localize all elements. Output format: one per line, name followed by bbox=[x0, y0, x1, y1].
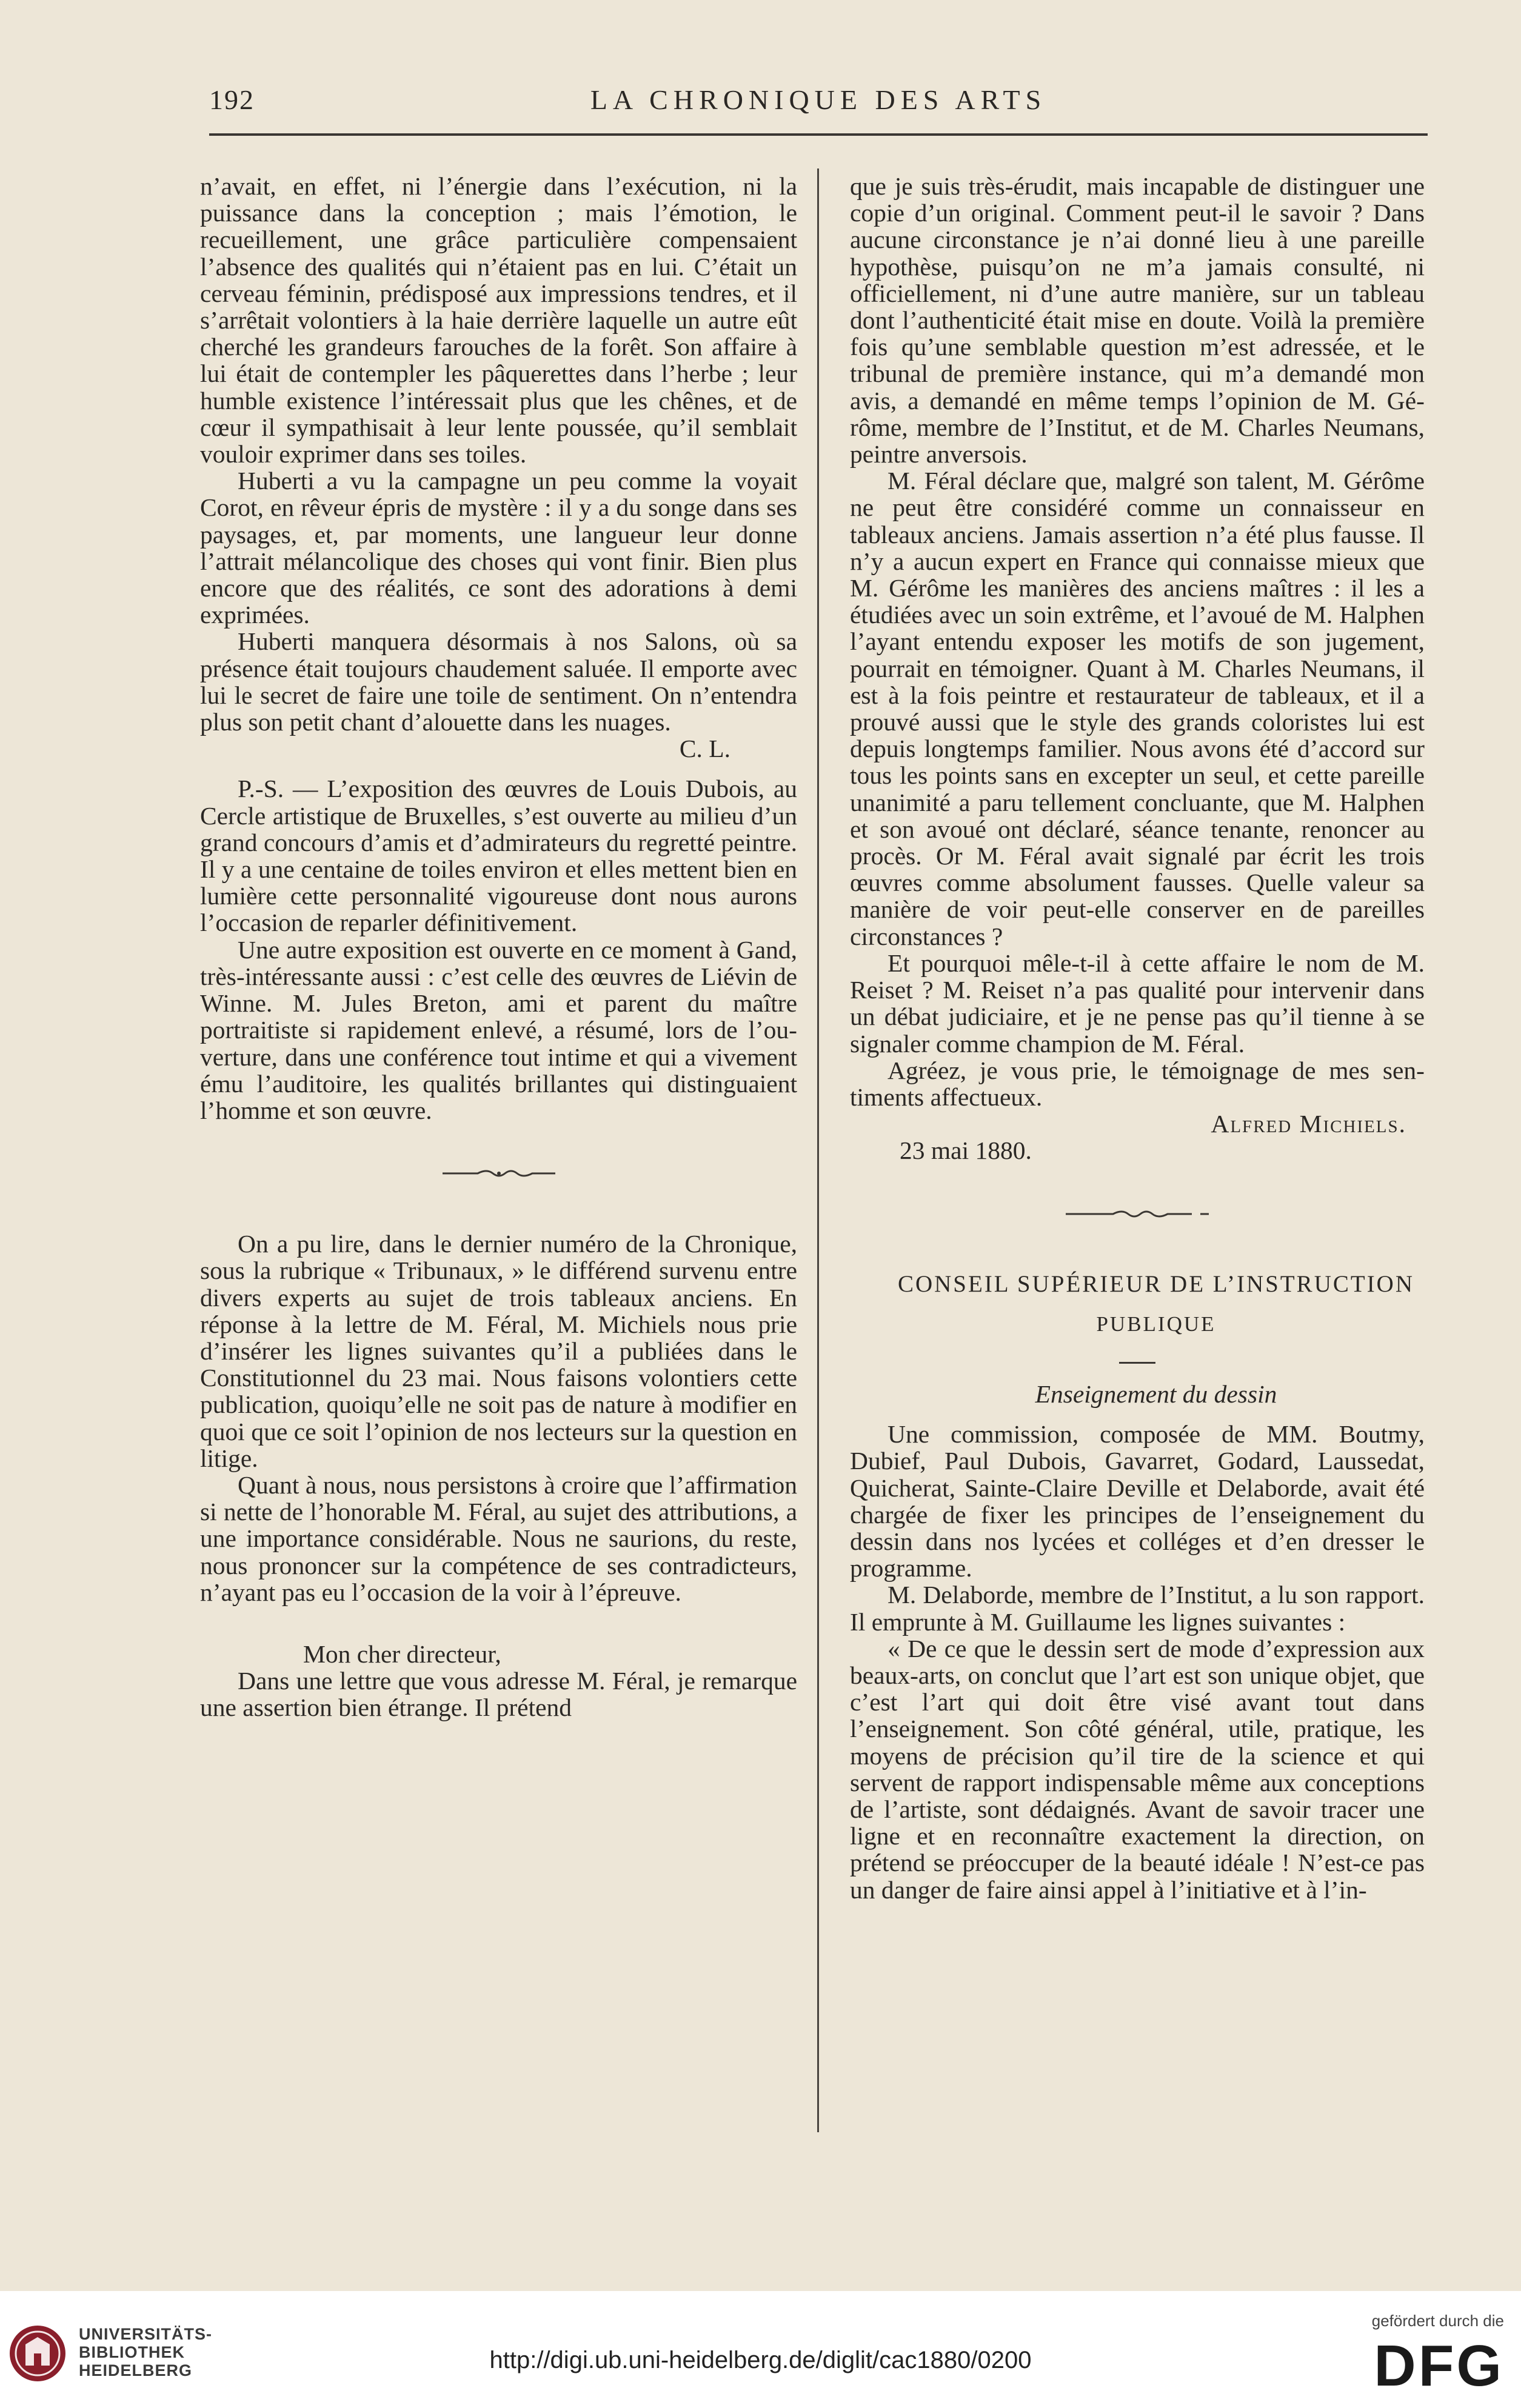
paragraph: P.-S. — L’exposition des œuvres de Louis Dubois, au Cercle artistique de Bruxelles, s’est ouverte au milieu d’un grand concours d’amis et d’admirateurs du regretté peintre. Il y a une centaine de toiles environ et elles mettent bien en lumière cette personnalité vigoureuse dont nous aurons l’occasion de reparler définitivement. bbox=[200, 775, 797, 937]
date-line: 23 mai 1880. bbox=[900, 1136, 1032, 1165]
paragraph: n’avait, en effet, ni l’énergie dans l’exécution, ni la puissance dans la conception ; mais l’émotion, le recueillement, une grâce particulière compensaient l’absence des qualités qui n’étaient pas en lui. C’était un cerveau féminin, prédisposé aux impressions tendres, et il s’arrêtait volontiers à la haie derrière laquelle un autre eût cherché les grandeurs farouches de la forêt. Son affaire à lui était de contempler les pâquerettes dans l’herbe ; leur humble existence l’intéressait plus que les chênes, et de cœur il sympathisait à leur lente poussée, qu’il semblait vouloir exprimer dans ses toiles. bbox=[200, 172, 797, 469]
funded-by-label: gefördert durch die bbox=[1371, 2312, 1504, 2330]
paragraph: M. Féral déclare que, malgré son talent, M. Gérôme ne peut être considéré comme un connaisseur en tableaux anciens. Jamais assertion n’a été plus fausse. Il n’y a aucun expert en France qui connaisse mieux que M. Gérôme les manières des anciens maîtres : il les a étudiées avec un soin extrême, et l’avoué de M. Halphen l’ayant entendu exposer les motifs de son jugement, pourrait en témoigner. Quant à M. Charles Neumans, il est à la fois peintre et restaurateur de tableaux, et il a prouvé aussi que le style des grands coloristes lui est depuis longtemps familier. Nous avons été d’accord sur tous les points sans en excepter un seul, et cette pareille unanimité a paru tellement concluante, que M. Halphen et son avoué ont déclaré, séance tenante, renoncer au procès. Or M. Féral avait signalé par écrit les trois œuvres comme absolument fausses. Quelle valeur sa manière de voir peut-elle conserver en de pareilles circonstances ? bbox=[850, 467, 1425, 950]
page-header bbox=[209, 84, 1428, 120]
paragraph: Huberti manquera désormais à nos Salons, où sa présence était toujours chaudement saluée. Il emporte avec lui le secret de faire une toile de sentiment. On n’entendra plus son petit chant d’alouette dans les nuages. bbox=[200, 627, 797, 736]
paragraph: On a pu lire, dans le dernier numéro de la Chronique, sous la rubrique « Tribunaux, » le différend survenu entre divers experts au sujet de trois tableaux anciens. En réponse à la lettre de M. Féral, M. Michiels nous prie d’insérer les lignes suivantes qu’il a publiées dans le Constitutionnel du 23 mai. Nous faisons volontiers cette publication, quoiqu’elle ne soit pas de nature à modifier en quoi que ce soit l’opinion de nos lecteurs sur la question en litige. bbox=[200, 1230, 797, 1472]
header-rule bbox=[209, 133, 1428, 136]
section-subtitle: PUBLIQUE bbox=[1096, 1312, 1216, 1336]
left-column bbox=[200, 173, 797, 1721]
ornament-divider bbox=[200, 1159, 797, 1195]
paragraph: Agréez, je vous prie, le témoignage de mes sentiments affectueux. bbox=[850, 1056, 1425, 1111]
column-divider bbox=[817, 168, 819, 2132]
paragraph: que je suis très-érudit, mais incapable de distinguer une copie d’un original. Comment peut-il le savoir ? Dans aucune circonstance je n’ai donné lieu à une pareille hypothèse, puisqu’on ne m’a jamais consulté, ni officiellement, ni d’une autre manière, sur un tableau dont l’authenticité était mise en doute. Voilà la première fois qu’une semblable question m’est adressée, et le tribunal de première instance, qui m’a demandé mon avis, a demandé en même temps l’opinion de M. Gérôme, membre de l’Institut, et de M. Charles Neumans, peintre anversois. bbox=[850, 172, 1425, 469]
signature: Alfred Michiels. bbox=[1211, 1110, 1406, 1138]
paragraph: Une autre exposition est ouverte en ce moment à Gand, très-intéressante aussi : c’est celle des œuvres de Liévin de Winne. M. Jules Breton, ami et parent du maître portraitiste si rapidement enlevé, a résumé, lors de l’ouverture, dans une conférence tout intime et qui a vivement ému l’auditoire, les qualités brillantes qui distinguaient l’homme et son œuvre. bbox=[200, 935, 797, 1124]
paragraph: Une commission, composée de MM. Boutmy, Dubief, Paul Dubois, Gavarret, Godard, Laussedat, Quicherat, Sainte-Claire Deville et Delaborde, avait été chargée de fixer les principes de l’enseignement du dessin dans nos lycées et colléges et d’en dresser le programme. bbox=[850, 1420, 1425, 1583]
footer-bar bbox=[0, 2291, 1521, 2408]
ornament-divider bbox=[850, 1199, 1425, 1236]
paragraph: « De ce que le dessin sert de mode d’expression aux beaux-arts, on conclut que l’art est son unique objet, que c’est l’art qui doit être visé avant tout dans l’enseignement. Son côté général, utile, pratique, les moyens de précision qu’il tire de la science et qui servent de rapport indispensable même aux conceptions de l’artiste, sont dédaignés. Avant de savoir tracer une ligne et en reconnaître exactement la direction, on prétend se préoccuper de la beauté idéale ! N’est-ce pas un danger de faire ainsi appel à l’initiative et à l’in- bbox=[850, 1634, 1425, 1904]
paragraph: Quant à nous, nous persistons à croire que l’affirmation si nette de l’honorable M. Féral, au sujet des attributions, a une importance considérable. Nous ne saurions, du reste, nous prononcer sur la compétence de ses contradicteurs, n’ayant pas eu l’occasion de la voir à l’épreuve. bbox=[200, 1470, 797, 1606]
section-rule bbox=[1119, 1362, 1155, 1364]
salutation: Mon cher directeur, bbox=[303, 1639, 501, 1668]
running-head: LA CHRONIQUE DES ARTS bbox=[590, 84, 1047, 115]
paragraph: M. Delaborde, membre de l’Institut, a lu son rapport. Il emprunte à M. Guillaume les lignes suivantes : bbox=[850, 1581, 1425, 1636]
dfg-logo: DFG bbox=[1374, 2333, 1504, 2398]
right-column bbox=[850, 173, 1425, 1903]
paragraph: Dans une lettre que vous adresse M. Féral, je remarque une assertion bien étrange. Il prétend bbox=[200, 1667, 797, 1722]
subheading: Enseignement du dessin bbox=[1035, 1379, 1277, 1408]
paragraph: Huberti a vu la campagne un peu comme la voyait Corot, en rêveur épris de mystère : il y a du songe dans ses paysages, et, par moments, une langueur leur donne l’attrait mélancolique des choses qui vont finir. Bien plus encore que des réalités, ce sont des adorations à demi exprimées. bbox=[200, 467, 797, 629]
page-number: 192 bbox=[209, 84, 255, 115]
signature: C. L. bbox=[679, 735, 730, 763]
permalink[interactable]: http://digi.ub.uni-heidelberg.de/diglit/cac1880/0200 bbox=[489, 2347, 1032, 2373]
paragraph: Et pourquoi mêle-t-il à cette affaire le nom de M. Reiset ? M. Reiset n’a pas qualité pour intervenir dans un débat judiciaire, et je ne pense pas qu’il tienne à se signaler comme champion de M. Féral. bbox=[850, 949, 1425, 1058]
section-title: CONSEIL SUPÉRIEUR DE L’INSTRUCTION bbox=[897, 1270, 1415, 1297]
institution-name: UNIVERSITÄTS- BIBLIOTHEK HEIDELBERG bbox=[79, 2325, 213, 2380]
